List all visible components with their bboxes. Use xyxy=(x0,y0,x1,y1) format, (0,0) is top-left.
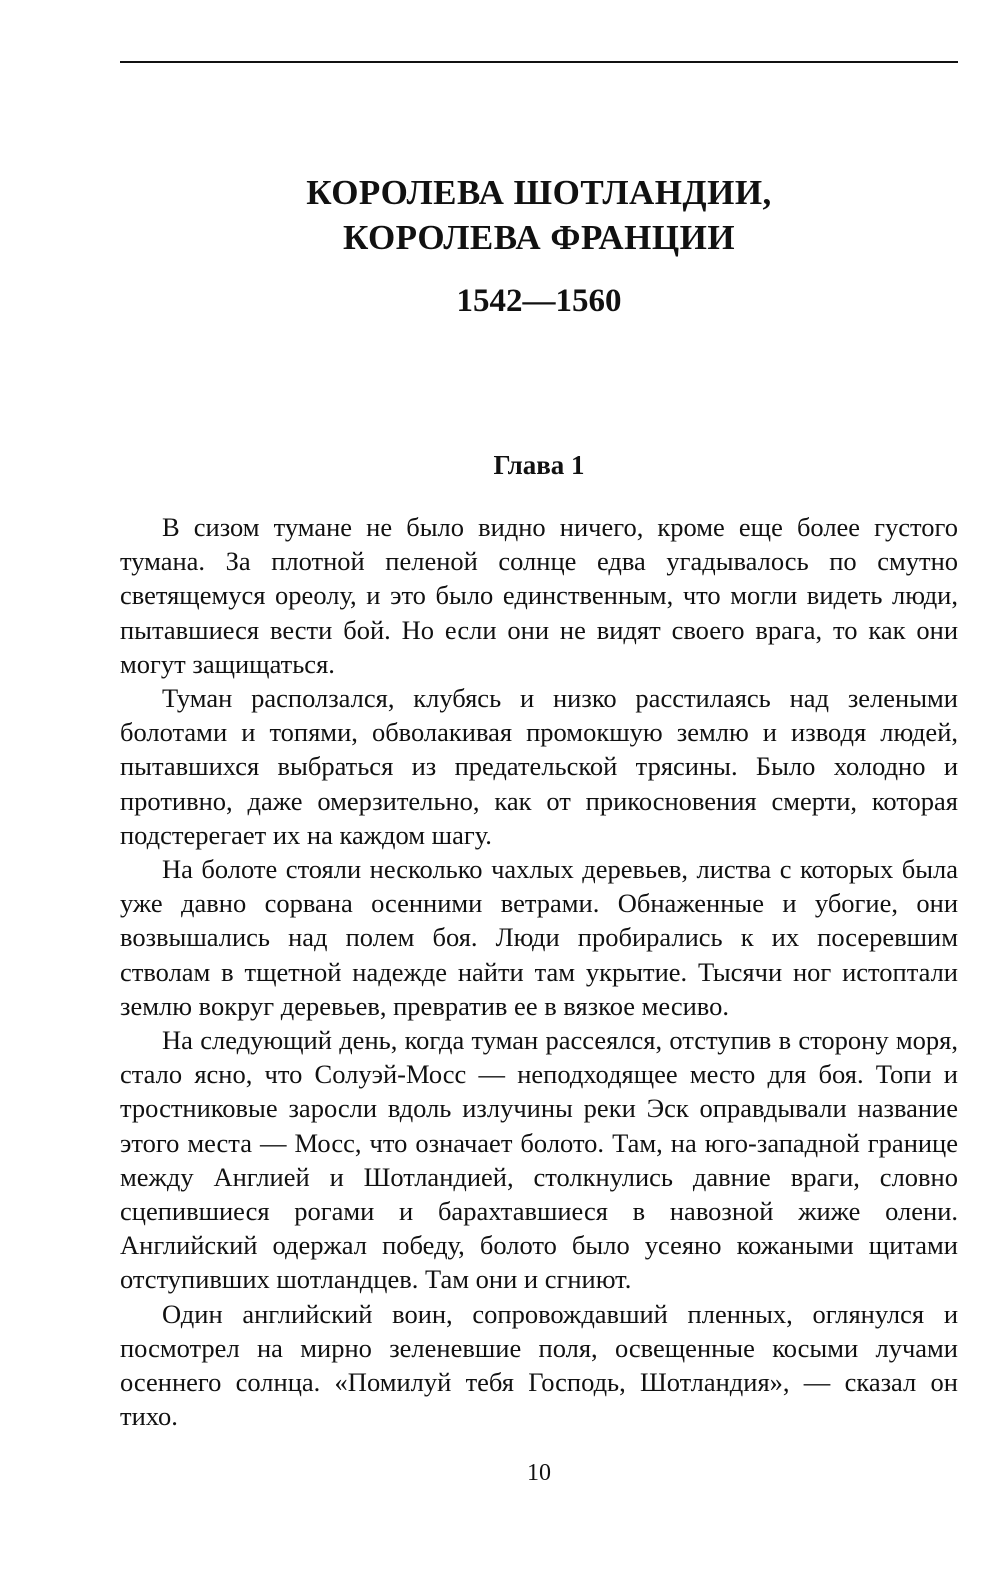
part-title-line-2: КОРОЛЕВА ФРАНЦИИ xyxy=(342,218,736,257)
part-title-line-1: КОРОЛЕВА ШОТЛАНДИИ, xyxy=(306,173,772,212)
part-years: 1542—1560 xyxy=(456,283,622,319)
header-rule xyxy=(120,61,958,63)
part-title xyxy=(120,170,958,321)
paragraph: На следующий день, когда туман рассеялся, отступив в сторону моря, стало ясно, что Солуэй-Мосс — неподходящее место для боя. Топи и тростниковые заросли вдоль излучины реки Эск оправдывали название этого места — Мосс, что означает болото. Там, на юго-западной границе между Англией и Шотландией, столкнулись давние враги, словно сцепившиеся рогами и барахтавшиеся в навозной жиже олени. Английский одержал победу, болото было усеяно кожаными щитами отступивших шотландцев. Там они и сгниют. xyxy=(120,1025,958,1295)
paragraph: Туман расползался, клубясь и низко расстилаясь над зелеными болотами и топями, обволакивая промокшую землю и изводя людей, пытавшихся выбраться из предательской трясины. Было холодно и противно, даже омерзительно, как от прикосновения смерти, которая подстерегает их на каждом шагу. xyxy=(120,683,958,850)
paragraph: На болоте стояли несколько чахлых деревьев, листва с которых была уже давно сорвана осенними ветрами. Обнаженные и убогие, они возвышались над полем боя. Люди пробирались к их посеревшим стволам в тщетной надежде найти там укрытие. Тысячи ног истоптали землю вокруг деревьев, превратив ее в вязкое месиво. xyxy=(120,854,958,1021)
paragraph: В сизом тумане не было видно ничего, кроме еще более густого тумана. За плотной пеленой солнце едва угадывалось по смутно светящемуся ореолу, и это было единственным, что могли видеть люди, пытавшиеся вести бой. Но если они не видят своего врага, то как они могут защищаться. xyxy=(120,512,958,679)
paragraph: Один английский воин, сопровождавший пленных, оглянулся и посмотрел на мирно зеленевшие поля, освещенные косыми лучами осеннего солнца. «Помилуй тебя Господь, Шотландия», — сказал он тихо. xyxy=(120,1298,958,1432)
chapter-heading: Глава 1 xyxy=(493,450,585,480)
chapter-body xyxy=(120,510,958,1433)
page-number: 10 xyxy=(527,1460,551,1486)
